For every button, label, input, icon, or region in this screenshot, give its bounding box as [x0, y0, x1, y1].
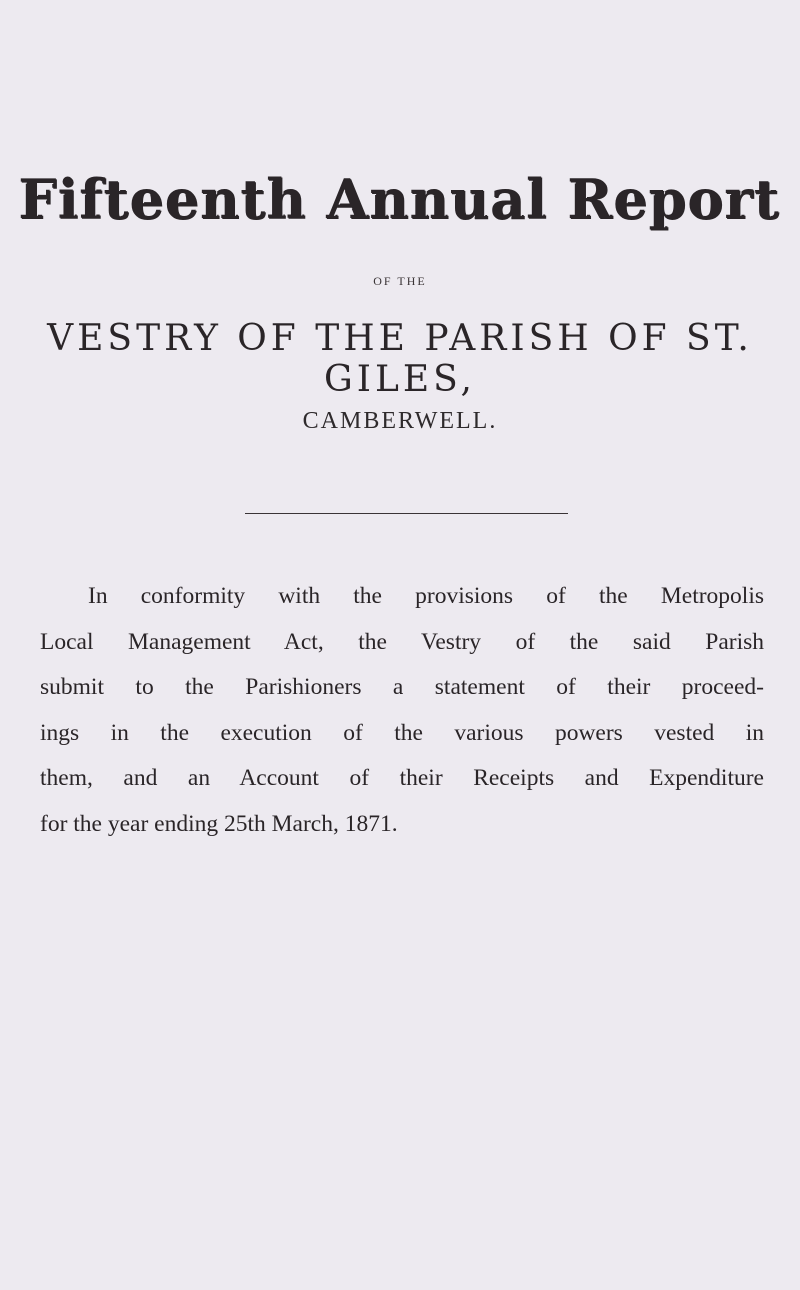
paragraph-line: submit to the Parishioners a statement of their proceed-: [40, 674, 764, 700]
report-title: Fifteenth Annual Report: [19, 168, 781, 232]
paragraph-line: Local Management Act, the Vestry of the said Parish: [40, 628, 764, 655]
bleed-through-decoration: [0, 60, 800, 134]
paragraph-line: In conformity with the provisions of the Metropolis: [88, 583, 764, 609]
paragraph-line: for the year ending 25th March, 1871.: [40, 810, 398, 837]
intro-paragraph: [40, 574, 764, 847]
place-heading: CAMBERWELL.: [302, 408, 498, 434]
paragraph-line: them, and an Account of their Receipts and Expenditure: [40, 765, 764, 791]
horizontal-divider: [245, 513, 568, 514]
vestry-heading: VESTRY OF THE PARISH OF ST. GILES,: [47, 318, 753, 400]
subtitle-connector: OF THE: [373, 274, 427, 288]
paragraph-line: ings in the execution of the various powers vested in: [40, 719, 764, 746]
